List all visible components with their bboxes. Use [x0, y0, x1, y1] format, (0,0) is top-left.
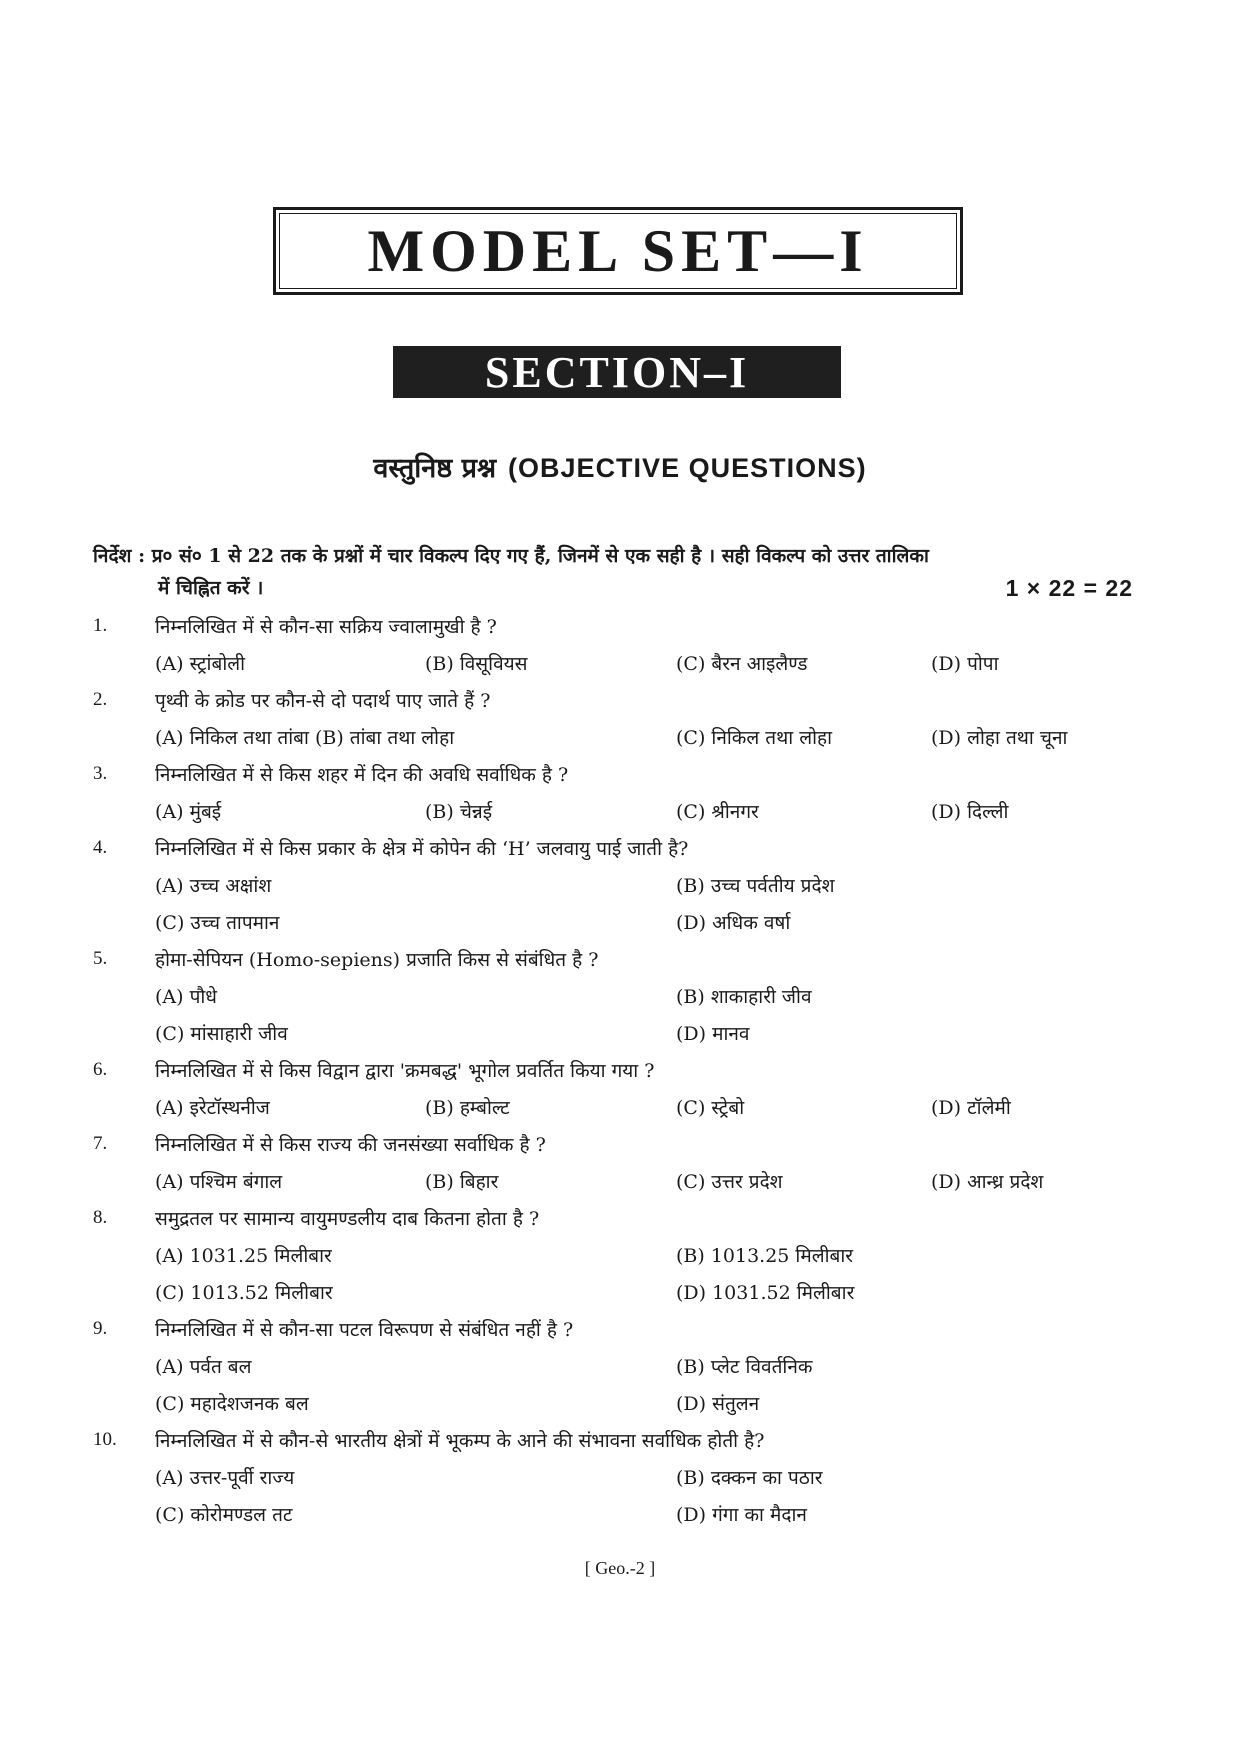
- question-4: [93, 829, 1153, 866]
- question-text: समुद्रतल पर सामान्य वायुमण्डलीय दाब कितना होता है ?: [155, 1208, 540, 1230]
- question-7: [93, 1125, 1153, 1162]
- question-6-options: [93, 1088, 1153, 1125]
- question-number: 8.: [93, 1207, 108, 1228]
- option-d: (D) लोहा तथा चूना: [931, 727, 1068, 749]
- option-c: (C) निकिल तथा लोहा: [676, 727, 833, 749]
- option-a: (A) उत्तर-पूर्वी राज्य: [155, 1467, 295, 1489]
- option-a: (A) पौधे: [155, 986, 217, 1008]
- question-4-options-row-1: [93, 866, 1153, 903]
- option-d: (D) अधिक वर्षा: [676, 912, 791, 934]
- option-c: (C) मांसाहारी जीव: [155, 1023, 288, 1045]
- question-7-options: [93, 1162, 1153, 1199]
- question-1-options: [93, 644, 1153, 681]
- option-a: (A) इरेटॉस्थनीज: [155, 1097, 270, 1119]
- option-b: (B) दक्कन का पठार: [676, 1467, 823, 1489]
- option-b: (B) चेन्नई: [425, 801, 493, 823]
- option-d: (D) आन्ध्र प्रदेश: [931, 1171, 1044, 1193]
- question-3-options: [93, 792, 1153, 829]
- instructions-line-2-wrap: [93, 572, 1143, 604]
- question-4-options-row-2: [93, 903, 1153, 940]
- question-5-options-row-1: [93, 977, 1153, 1014]
- option-c: (C) उच्च तापमान: [155, 912, 280, 934]
- question-5: [93, 940, 1153, 977]
- question-9-options-row-2: [93, 1384, 1153, 1421]
- option-c: (C) उत्तर प्रदेश: [676, 1171, 783, 1193]
- option-b: (B) उच्च पर्वतीय प्रदेश: [676, 875, 835, 897]
- instructions-line-2: में चिह्नित करें ।: [158, 577, 264, 599]
- question-text: पृथ्वी के क्रोड पर कौन-से दो पदार्थ पाए जाते हैं ?: [155, 690, 491, 712]
- question-number: 6.: [93, 1059, 108, 1080]
- option-a: (A) पर्वत बल: [155, 1356, 252, 1378]
- option-c: (C) महादेशजनक बल: [155, 1393, 309, 1415]
- question-8-options-row-2: [93, 1273, 1153, 1310]
- option-d: (D) गंगा का मैदान: [676, 1504, 807, 1526]
- model-set-title-box: [273, 207, 963, 295]
- option-b: (B) प्लेट विवर्तनिक: [676, 1356, 813, 1378]
- subtitle: [0, 448, 1240, 485]
- subtitle-hindi: वस्तुनिष्ठ प्रश्न: [373, 453, 497, 484]
- option-c: (C) 1013.52 मिलीबार: [155, 1282, 333, 1304]
- question-1: [93, 607, 1153, 644]
- option-d: (D) टॉलेमी: [931, 1097, 1011, 1119]
- question-number: 5.: [93, 948, 108, 969]
- question-10-options-row-2: [93, 1495, 1153, 1532]
- question-text: होमा-सेपियन (Homo-sepiens) प्रजाति किस से संबंधित है ?: [155, 949, 599, 971]
- question-6: [93, 1051, 1153, 1088]
- section-title: SECTION–I: [484, 347, 750, 397]
- subtitle-english: (OBJECTIVE QUESTIONS): [508, 453, 867, 483]
- option-b: (B) बिहार: [425, 1171, 499, 1193]
- question-text: निम्नलिखित में से कौन-से भारतीय क्षेत्रों में भूकम्प के आने की संभावना सर्वाधिक होती है?: [155, 1430, 765, 1452]
- option-a: (A) पश्चिम बंगाल: [155, 1171, 283, 1193]
- question-text: निम्नलिखित में से किस विद्वान द्वारा 'क्रमबद्ध' भूगोल प्रवर्तित किया गया ?: [155, 1060, 655, 1082]
- question-number: 3.: [93, 763, 108, 784]
- question-text: निम्नलिखित में से किस शहर में दिन की अवधि सर्वाधिक है ?: [155, 764, 569, 786]
- question-number: 2.: [93, 689, 108, 710]
- question-number: 9.: [93, 1318, 108, 1339]
- instructions: [93, 540, 1143, 604]
- option-d: (D) दिल्ली: [931, 801, 1009, 823]
- option-b: (B) शाकाहारी जीव: [676, 986, 812, 1008]
- option-c: (C) स्ट्रेबो: [676, 1097, 745, 1119]
- question-5-options-row-2: [93, 1014, 1153, 1051]
- section-banner: [393, 346, 841, 398]
- question-3: [93, 755, 1153, 792]
- question-text: निम्नलिखित में से किस प्रकार के क्षेत्र में कोपेन की ‘H’ जलवायु पाई जाती है?: [155, 838, 689, 860]
- option-c: (C) श्रीनगर: [676, 801, 759, 823]
- question-text: निम्नलिखित में से कौन-सा पटल विरूपण से संबंधित नहीं है ?: [155, 1319, 574, 1341]
- question-text: निम्नलिखित में से किस राज्य की जनसंख्या सर्वाधिक है ?: [155, 1134, 546, 1156]
- question-number: 7.: [93, 1133, 108, 1154]
- option-d: (D) पोपा: [931, 653, 999, 675]
- option-b: (B) हम्बोल्ट: [425, 1097, 510, 1119]
- option-b: (B) 1013.25 मिलीबार: [676, 1245, 854, 1267]
- option-a: (A) स्ट्रांबोली: [155, 653, 246, 675]
- option-a: (A) उच्च अक्षांश: [155, 875, 272, 897]
- question-text: निम्नलिखित में से कौन-सा सक्रिय ज्वालामुखी है ?: [155, 616, 497, 638]
- instructions-line-1: निर्देश : प्र० सं० 1 से 22 तक के प्रश्नों में चार विकल्प दिए गए हैं, जिनमें से एक सही है । सही विकल्प को उत्तर तालिका: [93, 545, 929, 567]
- option-d: (D) मानव: [676, 1023, 750, 1045]
- question-number: 10.: [93, 1429, 117, 1450]
- question-8-options-row-1: [93, 1236, 1153, 1273]
- option-a-b: (A) निकिल तथा तांबा (B) तांबा तथा लोहा: [155, 727, 455, 749]
- question-10-options-row-1: [93, 1458, 1153, 1495]
- option-b: (B) विसूवियस: [425, 653, 528, 675]
- option-d: (D) संतुलन: [676, 1393, 760, 1415]
- question-9-options-row-1: [93, 1347, 1153, 1384]
- option-c: (C) कोरोमण्डल तट: [155, 1504, 293, 1526]
- option-a: (A) 1031.25 मिलीबार: [155, 1245, 332, 1267]
- question-number: 4.: [93, 837, 108, 858]
- question-2-options: [93, 718, 1153, 755]
- marks-label: 1 × 22 = 22: [1005, 575, 1133, 601]
- question-number: 1.: [93, 615, 108, 636]
- question-2: [93, 681, 1153, 718]
- question-10: [93, 1421, 1153, 1458]
- option-d: (D) 1031.52 मिलीबार: [676, 1282, 855, 1304]
- option-a: (A) मुंबई: [155, 801, 222, 823]
- question-9: [93, 1310, 1153, 1347]
- page-title: MODEL SET—I: [367, 217, 869, 284]
- option-c: (C) बैरन आइलैण्ड: [676, 653, 808, 675]
- page-footer: [ Geo.-2 ]: [584, 1558, 656, 1578]
- question-8: [93, 1199, 1153, 1236]
- question-list: [93, 607, 1153, 1532]
